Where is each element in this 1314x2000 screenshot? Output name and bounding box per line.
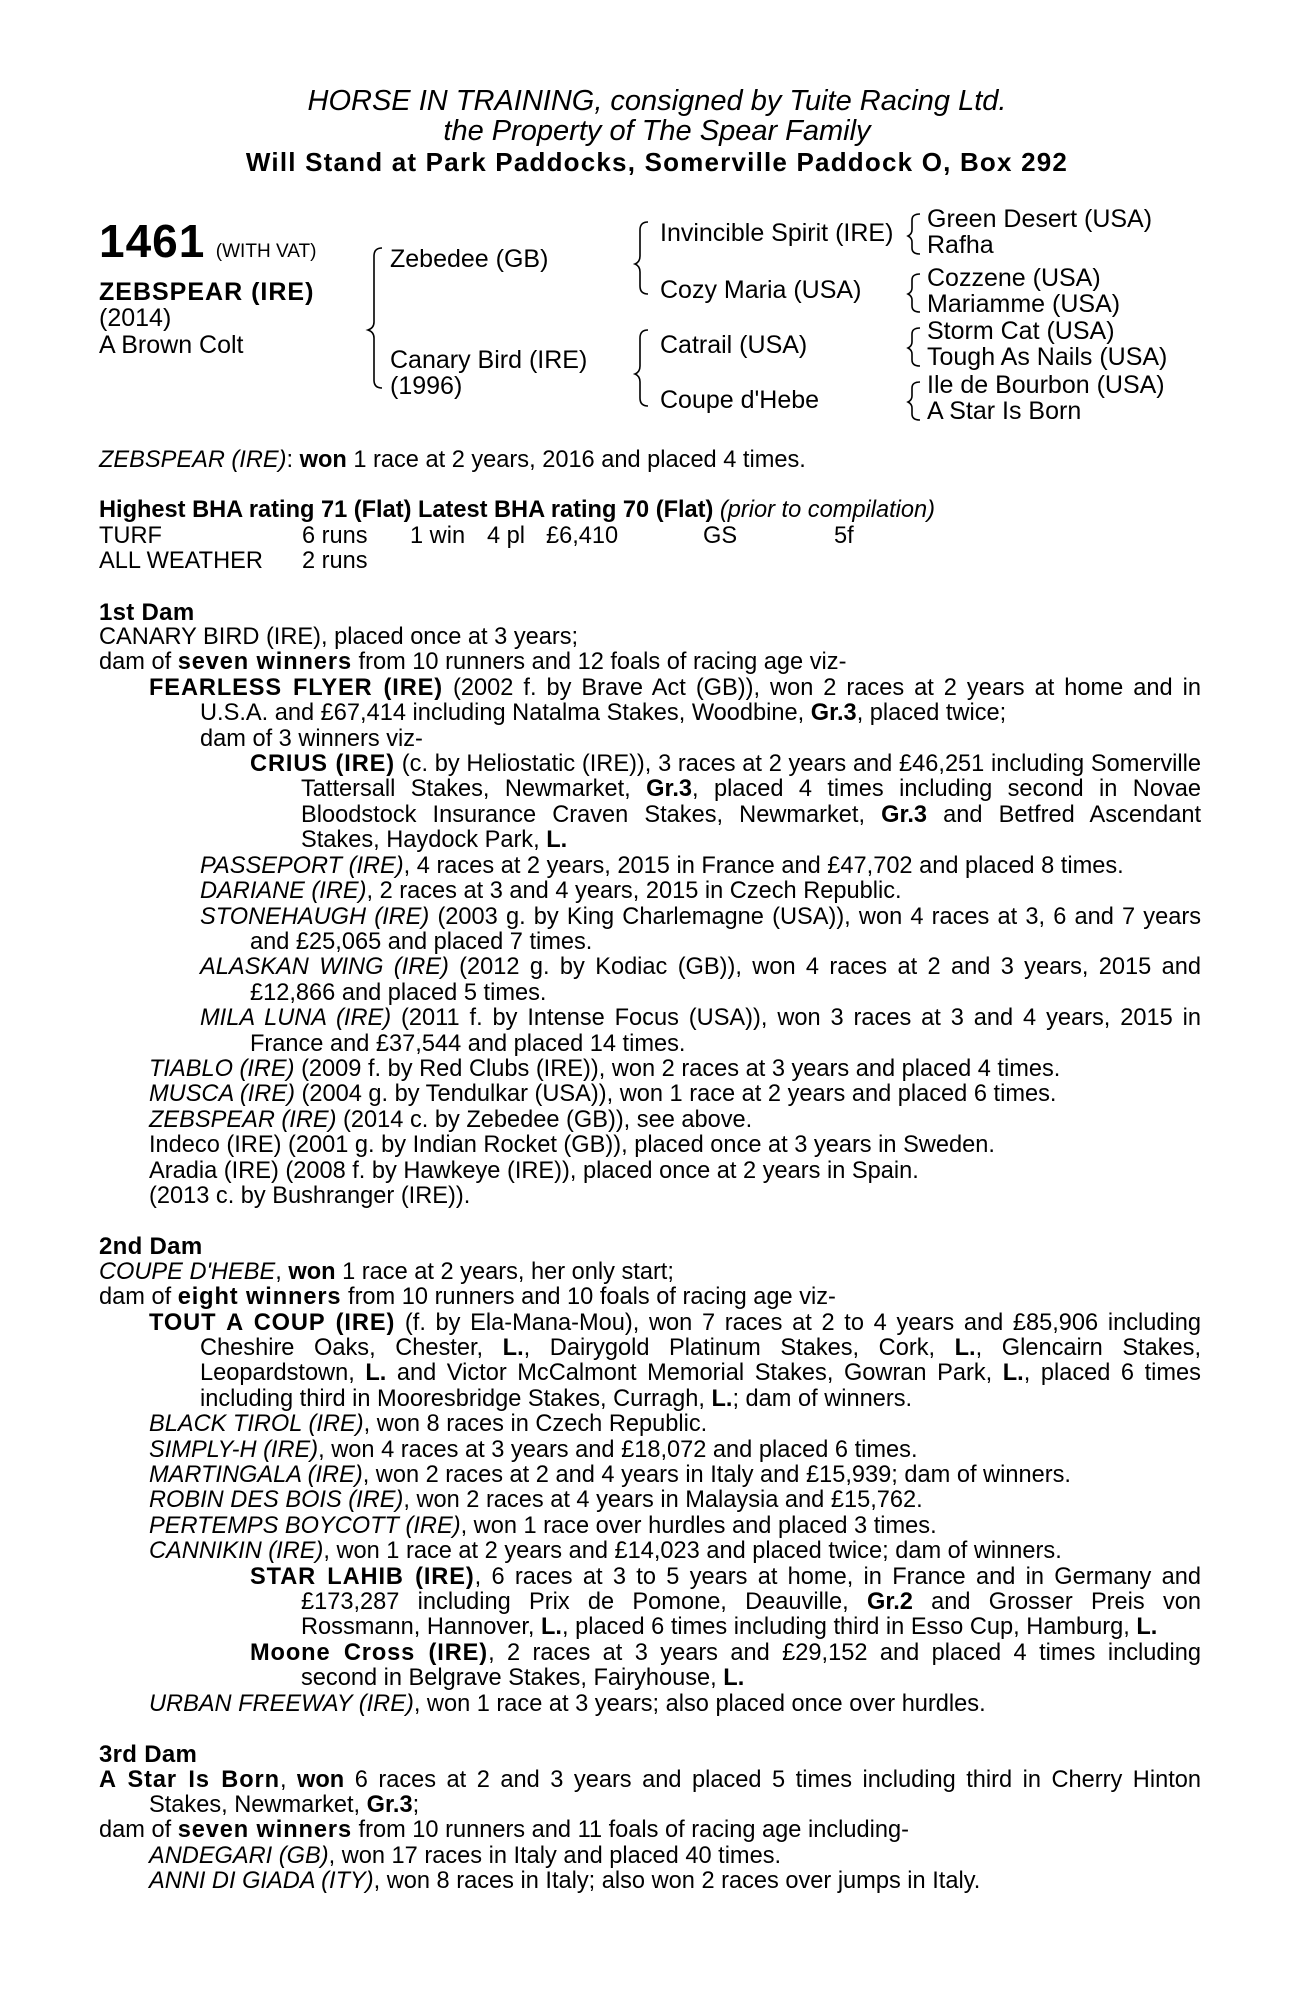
- progeny-pertemps-boycott: PERTEMPS BOYCOTT (IRE), won 1 race over hurdles and placed 3 times.: [149, 1512, 937, 1539]
- progeny-musca: MUSCA (IRE) (2004 g. by Tendulkar (USA)), won 1 race at 2 years and placed 6 times.: [149, 1081, 1057, 1108]
- pedigree-sire-dam: Cozy Maria (USA): [660, 276, 862, 304]
- progeny-dariane: DARIANE (IRE), 2 races at 3 and 4 years, 2015 in Czech Republic.: [200, 878, 902, 905]
- progeny-aradia: Aradia (IRE) (2008 f. by Hawkeye (IRE)), placed once at 2 years in Spain.: [149, 1157, 919, 1184]
- header-location: Will Stand at Park Paddocks, Somerville Paddock O, Box 292: [245, 147, 1069, 177]
- first-dam-line: CANARY BIRD (IRE), placed once at 3 years;: [99, 624, 579, 651]
- progeny-star-lahib: STAR LAHIB (IRE), 6 races at 3 to 5 years at home, in France and in Germany and £173,287 including Prix de Pomone, Deauville, Gr.2 and Grosser Preis von Rossmann, Hannover, L., placed 6 times including third in Esso Cup, Hamburg, L.: [250, 1563, 1201, 1641]
- progeny-stonehaugh: STONEHAUGH (IRE) (2003 g. by King Charlemagne (USA)), won 4 races at 3, 6 and 7 years and £25,065 and placed 7 times.: [200, 903, 1202, 955]
- progeny-zebspear: ZEBSPEAR (IRE) (2014 c. by Zebedee (GB)), see above.: [149, 1106, 753, 1133]
- pedigree-dam-year: (1996): [390, 372, 463, 400]
- pedigree-ddd: A Star Is Born: [927, 397, 1082, 425]
- progeny-alaskan-wing: ALASKAN WING (IRE) (2012 g. by Kodiac (GB)), won 4 races at 2 and 3 years, 2015 and £12,866 and placed 5 times.: [200, 954, 1201, 1006]
- bha-ratings: Highest BHA rating 71 (Flat) Latest BHA rating 70 (Flat) (prior to compilation): [99, 497, 935, 524]
- progeny-crius: CRIUS (IRE) (c. by Heliostatic (IRE)), 3 races at 2 years and £46,251 including Somerville Tattersall Stakes, Newmarket, Gr.3, placed 4 times including second in Novae Bloodstock Insurance Craven Stakes, Newmarket, Gr.3 and Betfred Ascendant Stakes, Haydock Park, L.: [250, 751, 1202, 854]
- progeny-indeco: Indeco (IRE) (2001 g. by Indian Rocket (GB)), placed once at 3 years in Sweden.: [149, 1132, 995, 1159]
- pedigree-dam-sire: Catrail (USA): [660, 331, 808, 359]
- second-dam-heading: 2nd Dam: [99, 1233, 203, 1261]
- progeny-martingala: MARTINGALA (IRE), won 2 races at 2 and 4 years in Italy and £15,939; dam of winners.: [149, 1462, 1071, 1489]
- horse-name: ZEBSPEAR (IRE): [99, 278, 315, 306]
- progeny-robin-des-bois: ROBIN DES BOIS (IRE), won 2 races at 4 years in Malaysia and £15,762.: [149, 1487, 923, 1514]
- pedigree-dsd: Tough As Nails (USA): [927, 343, 1168, 371]
- progeny-moone-cross: Moone Cross (IRE), 2 races at 3 years and £29,152 and placed 4 times including second in Belgrave Stakes, Fairyhouse, L.: [250, 1639, 1201, 1692]
- all-weather-stats: ALL WEATHER 2 runs: [99, 548, 368, 575]
- progeny-urban-freeway: URBAN FREEWAY (IRE), won 1 race at 3 years; also placed once over hurdles.: [149, 1690, 986, 1717]
- progeny-simply-h: SIMPLY-H (IRE), won 4 races at 3 years and £18,072 and placed 6 times.: [149, 1436, 918, 1463]
- progeny-mila-luna: MILA LUNA (IRE) (2011 f. by Intense Focus (USA)), won 3 races at 3 and 4 years, 2015 in France and £37,544 and placed 14 times.: [200, 1005, 1201, 1057]
- horse-description: A Brown Colt: [99, 331, 244, 359]
- lot-number: 1461: [99, 215, 206, 267]
- turf-stats: TURF 6 runs 1 win 4 pl £6,410 GS 5f: [99, 522, 854, 549]
- pedigree-dds: Ile de Bourbon (USA): [927, 371, 1165, 399]
- first-dam-heading: 1st Dam: [99, 598, 195, 626]
- progeny-andegari: ANDEGARI (GB), won 17 races in Italy and placed 40 times.: [149, 1842, 782, 1869]
- third-dam-line: A Star Is Born, won 6 races at 2 and 3 years and placed 5 times including third in Cherry Hinton Stakes, Newmarket, Gr.3;: [99, 1766, 1201, 1818]
- progeny-cannikin: CANNIKIN (IRE), won 1 race at 2 years and £14,023 and placed twice; dam of winners.: [149, 1538, 1062, 1565]
- progeny-fearless-flyer: FEARLESS FLYER (IRE) (2002 f. by Brave Act (GB)), won 2 races at 2 years at home and in U.S.A. and £67,414 including Natalma Stakes, Woodbine, Gr.3, placed twice;: [149, 674, 1201, 727]
- progeny-black-tirol: BLACK TIROL (IRE), won 8 races in Czech Republic.: [149, 1411, 708, 1438]
- progeny-tiablo: TIABLO (IRE) (2009 f. by Red Clubs (IRE)), won 2 races at 3 years and placed 4 times.: [149, 1055, 1061, 1082]
- pedigree-dam: Canary Bird (IRE): [390, 346, 588, 374]
- fearless-flyer-dam-of: dam of 3 winners viz-: [200, 725, 423, 752]
- pedigree-sds: Cozzene (USA): [927, 264, 1101, 292]
- pedigree-dss: Storm Cat (USA): [927, 317, 1115, 345]
- header-consignor: HORSE IN TRAINING, consigned by Tuite Racing Ltd.: [307, 85, 1007, 117]
- pedigree-dam-dam: Coupe d'Hebe: [660, 386, 820, 414]
- third-dam-progeny-intro: dam of seven winners from 10 runners and 11 foals of racing age including-: [99, 1817, 909, 1844]
- progeny-anni-di-giada: ANNI DI GIADA (ITY), won 8 races in Italy; also won 2 races over jumps in Italy.: [149, 1868, 981, 1895]
- header-property: the Property of The Spear Family: [443, 115, 871, 147]
- progeny-tout-a-coup: TOUT A COUP (IRE) (f. by Ela-Mana-Mou), won 7 races at 2 to 4 years and £85,906 including Cheshire Oaks, Chester, L., Dairygold Platinum Stakes, Cork, L., Glencairn Stakes, Leopardstown, L. and Victor McCalmont Memorial Stakes, Gowran Park, L., placed 6 times including third in Mooresbridge Stakes, Curragh, L.; dam of winners.: [149, 1309, 1201, 1412]
- pedigree-sdd: Mariamme (USA): [927, 290, 1121, 318]
- catalogue-body: [99, 448, 1201, 1895]
- second-dam-progeny-intro: dam of eight winners from 10 runners and 10 foals of racing age viz-: [99, 1284, 836, 1311]
- pedigree-sire: Zebedee (GB): [390, 245, 549, 273]
- second-dam-line: COUPE D'HEBE, won 1 race at 2 years, her only start;: [99, 1258, 674, 1285]
- race-summary: ZEBSPEAR (IRE): won 1 race at 2 years, 2016 and placed 4 times.: [99, 447, 806, 473]
- vat-note: (WITH VAT): [215, 241, 317, 262]
- pedigree-sire-sire: Invincible Spirit (IRE): [660, 219, 894, 247]
- progeny-2013-colt: (2013 c. by Bushranger (IRE)).: [149, 1182, 471, 1209]
- first-dam-progeny-intro: dam of seven winners from 10 runners and 12 foals of racing age viz-: [99, 649, 847, 676]
- third-dam-heading: 3rd Dam: [99, 1741, 198, 1769]
- progeny-passeport: PASSEPORT (IRE), 4 races at 2 years, 2015 in France and £47,702 and placed 8 times.: [200, 852, 1124, 879]
- pedigree-ssd: Rafha: [927, 231, 994, 259]
- horse-year: (2014): [99, 304, 172, 332]
- pedigree-sss: Green Desert (USA): [927, 205, 1153, 233]
